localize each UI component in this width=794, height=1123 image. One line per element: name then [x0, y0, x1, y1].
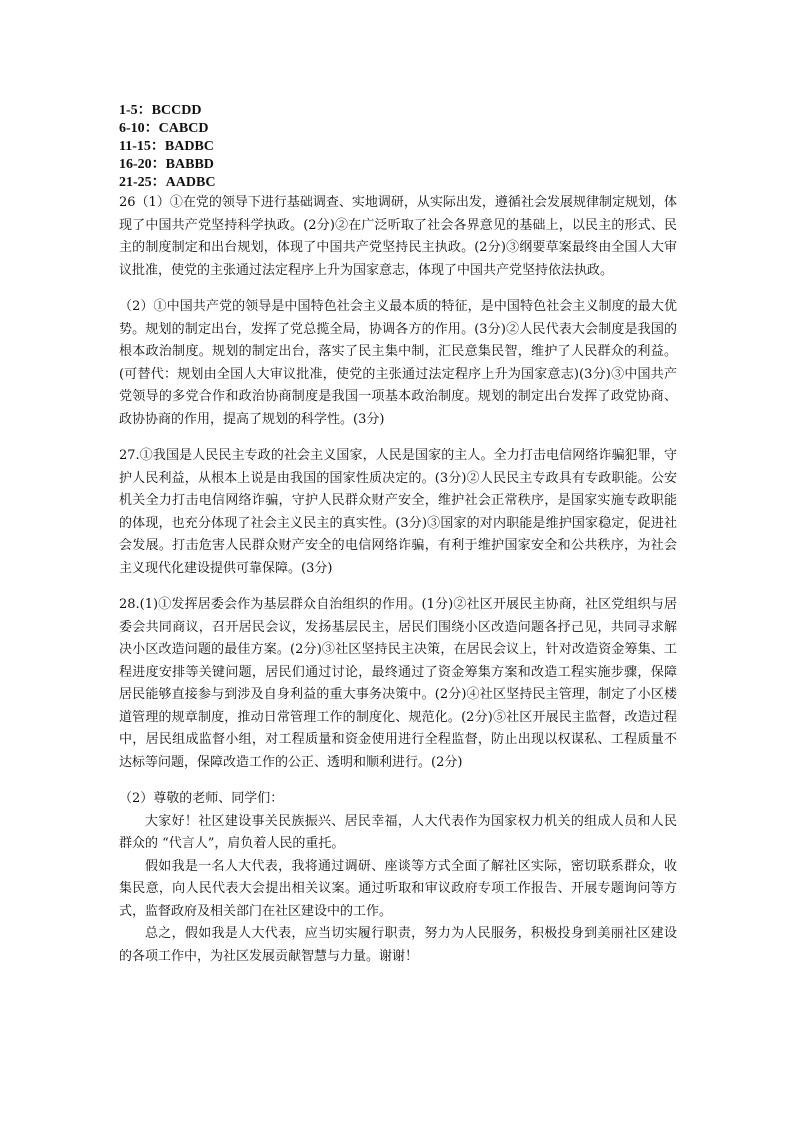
q28-part2-paragraph: 总之，假如我是人大代表，应当切实履行职责，努力为人民服务，积极投身到美丽社区建设的各项工作中，为社区发展贡献智慧与力量。谢谢！: [119, 926, 677, 964]
multiple-choice-answers: [119, 102, 677, 192]
q26-part2: （2）①中国共产党的领导是中国特色社会主义最本质的特征，是中国特色社会主义制度的最大优势。规划的制定出台，发挥了党总揽全局，协调各方的作用。(3分)②人民代表大会制度是我国的根本政治制度。规划的制定出台，落实了民主集中制，汇民意集民智，维护了人民群众的利益。(可替代：规划由全国人大审议批准，使党的主张通过法定程序上升为国家意志)(3分)③中国共产党领导的多党合作和政治协商制度是我国一项基本政治制度。规划的制定出台发挥了政党协商、政协协商的作用，提高了规划的科学性。(3分): [119, 299, 677, 427]
answer-line: 21-25：AADBC: [119, 175, 216, 190]
q28-part2-heading: （2）尊敬的老师、同学们：: [119, 791, 284, 806]
answer-line: 1-5：BCCDD: [119, 103, 202, 118]
q27-answer: 27.①我国是人民民主专政的社会主义国家，人民是国家的主人。全力打击电信网络诈骗犯罪，守护人民利益，从根本上说是由我国的国家性质决定的。(3分)②人民民主专政具有专政职能。公安机关全力打击电信网络诈骗，守护人民群众财产安全，维护社会正常秩序，是国家实施专政职能的体现，也充分体现了社会主义民主的真实性。(3分)③国家的对内职能是维护国家稳定，促进社会发展。打击危害人民群众财产安全的电信网络诈骗，有利于维护国家安全和公共秩序，为社会主义现代化建设提供可靠保障。(3分): [119, 448, 677, 576]
answer-line: 11-15：BADBC: [119, 139, 214, 154]
q28-part2-paragraph: 假如我是一名人大代表，我将通过调研、座谈等方式全面了解社区实际，密切联系群众，收集民意，向人民代表大会提出相关议案。通过听取和审议政府专项工作报告、开展专题询问等方式，监督政府及相关部门在社区建设中的工作。: [119, 858, 677, 919]
answer-line: 16-20：BABBD: [119, 157, 214, 172]
q26-part1: 26（1）①在党的领导下进行基础调查、实地调研，从实际出发，遵循社会发展规律制定规划，体现了中国共产党坚持科学执政。(2分)②在广泛听取了社会各界意见的基础上，以民主的形式、民主的制度制定和出台规划，体现了中国共产党坚持民主执政。(2分)③纲要草案最终由全国人大审议批准，使党的主张通过法定程序上升为国家意志，体现了中国共产党坚持依法执政。: [119, 195, 677, 278]
q28-part2-paragraph: 大家好！社区建设事关民族振兴、居民幸福，人大代表作为国家权力机关的组成人员和人民群众的 “代言人”，肩负着人民的重托。: [119, 813, 677, 851]
q28-part1: 28.(1)①发挥居委会作为基层群众自治组织的作用。(1分)②社区开展民主协商，社区党组织与居委会共同商议，召开居民会议，发扬基层民主，居民们围绕小区改造问题各抒己见，共同寻求解决小区改造问题的最佳方案。(2分)③社区坚持民主决策，在居民会议上，针对改造资金筹集、工程进度安排等关键问题，居民们通过讨论，最终通过了资金筹集方案和改造工程实施步骤，保障居民能够直接参与到涉及自身利益的重大事务决策中。(2分)④社区坚持民主管理，制定了小区楼道管理的规章制度，推动日常管理工作的制度化、规范化。(2分)⑤社区开展民主监督，改造过程中，居民组成监督小组，对工程质量和资金使用进行全程监督，防止出现以权谋私、工程质量不达标等问题，保障改造工作的公正、透明和顺利进行。(2分): [119, 597, 677, 770]
answer-line: 6-10：CABCD: [119, 121, 209, 136]
answer-sheet: [119, 102, 677, 968]
